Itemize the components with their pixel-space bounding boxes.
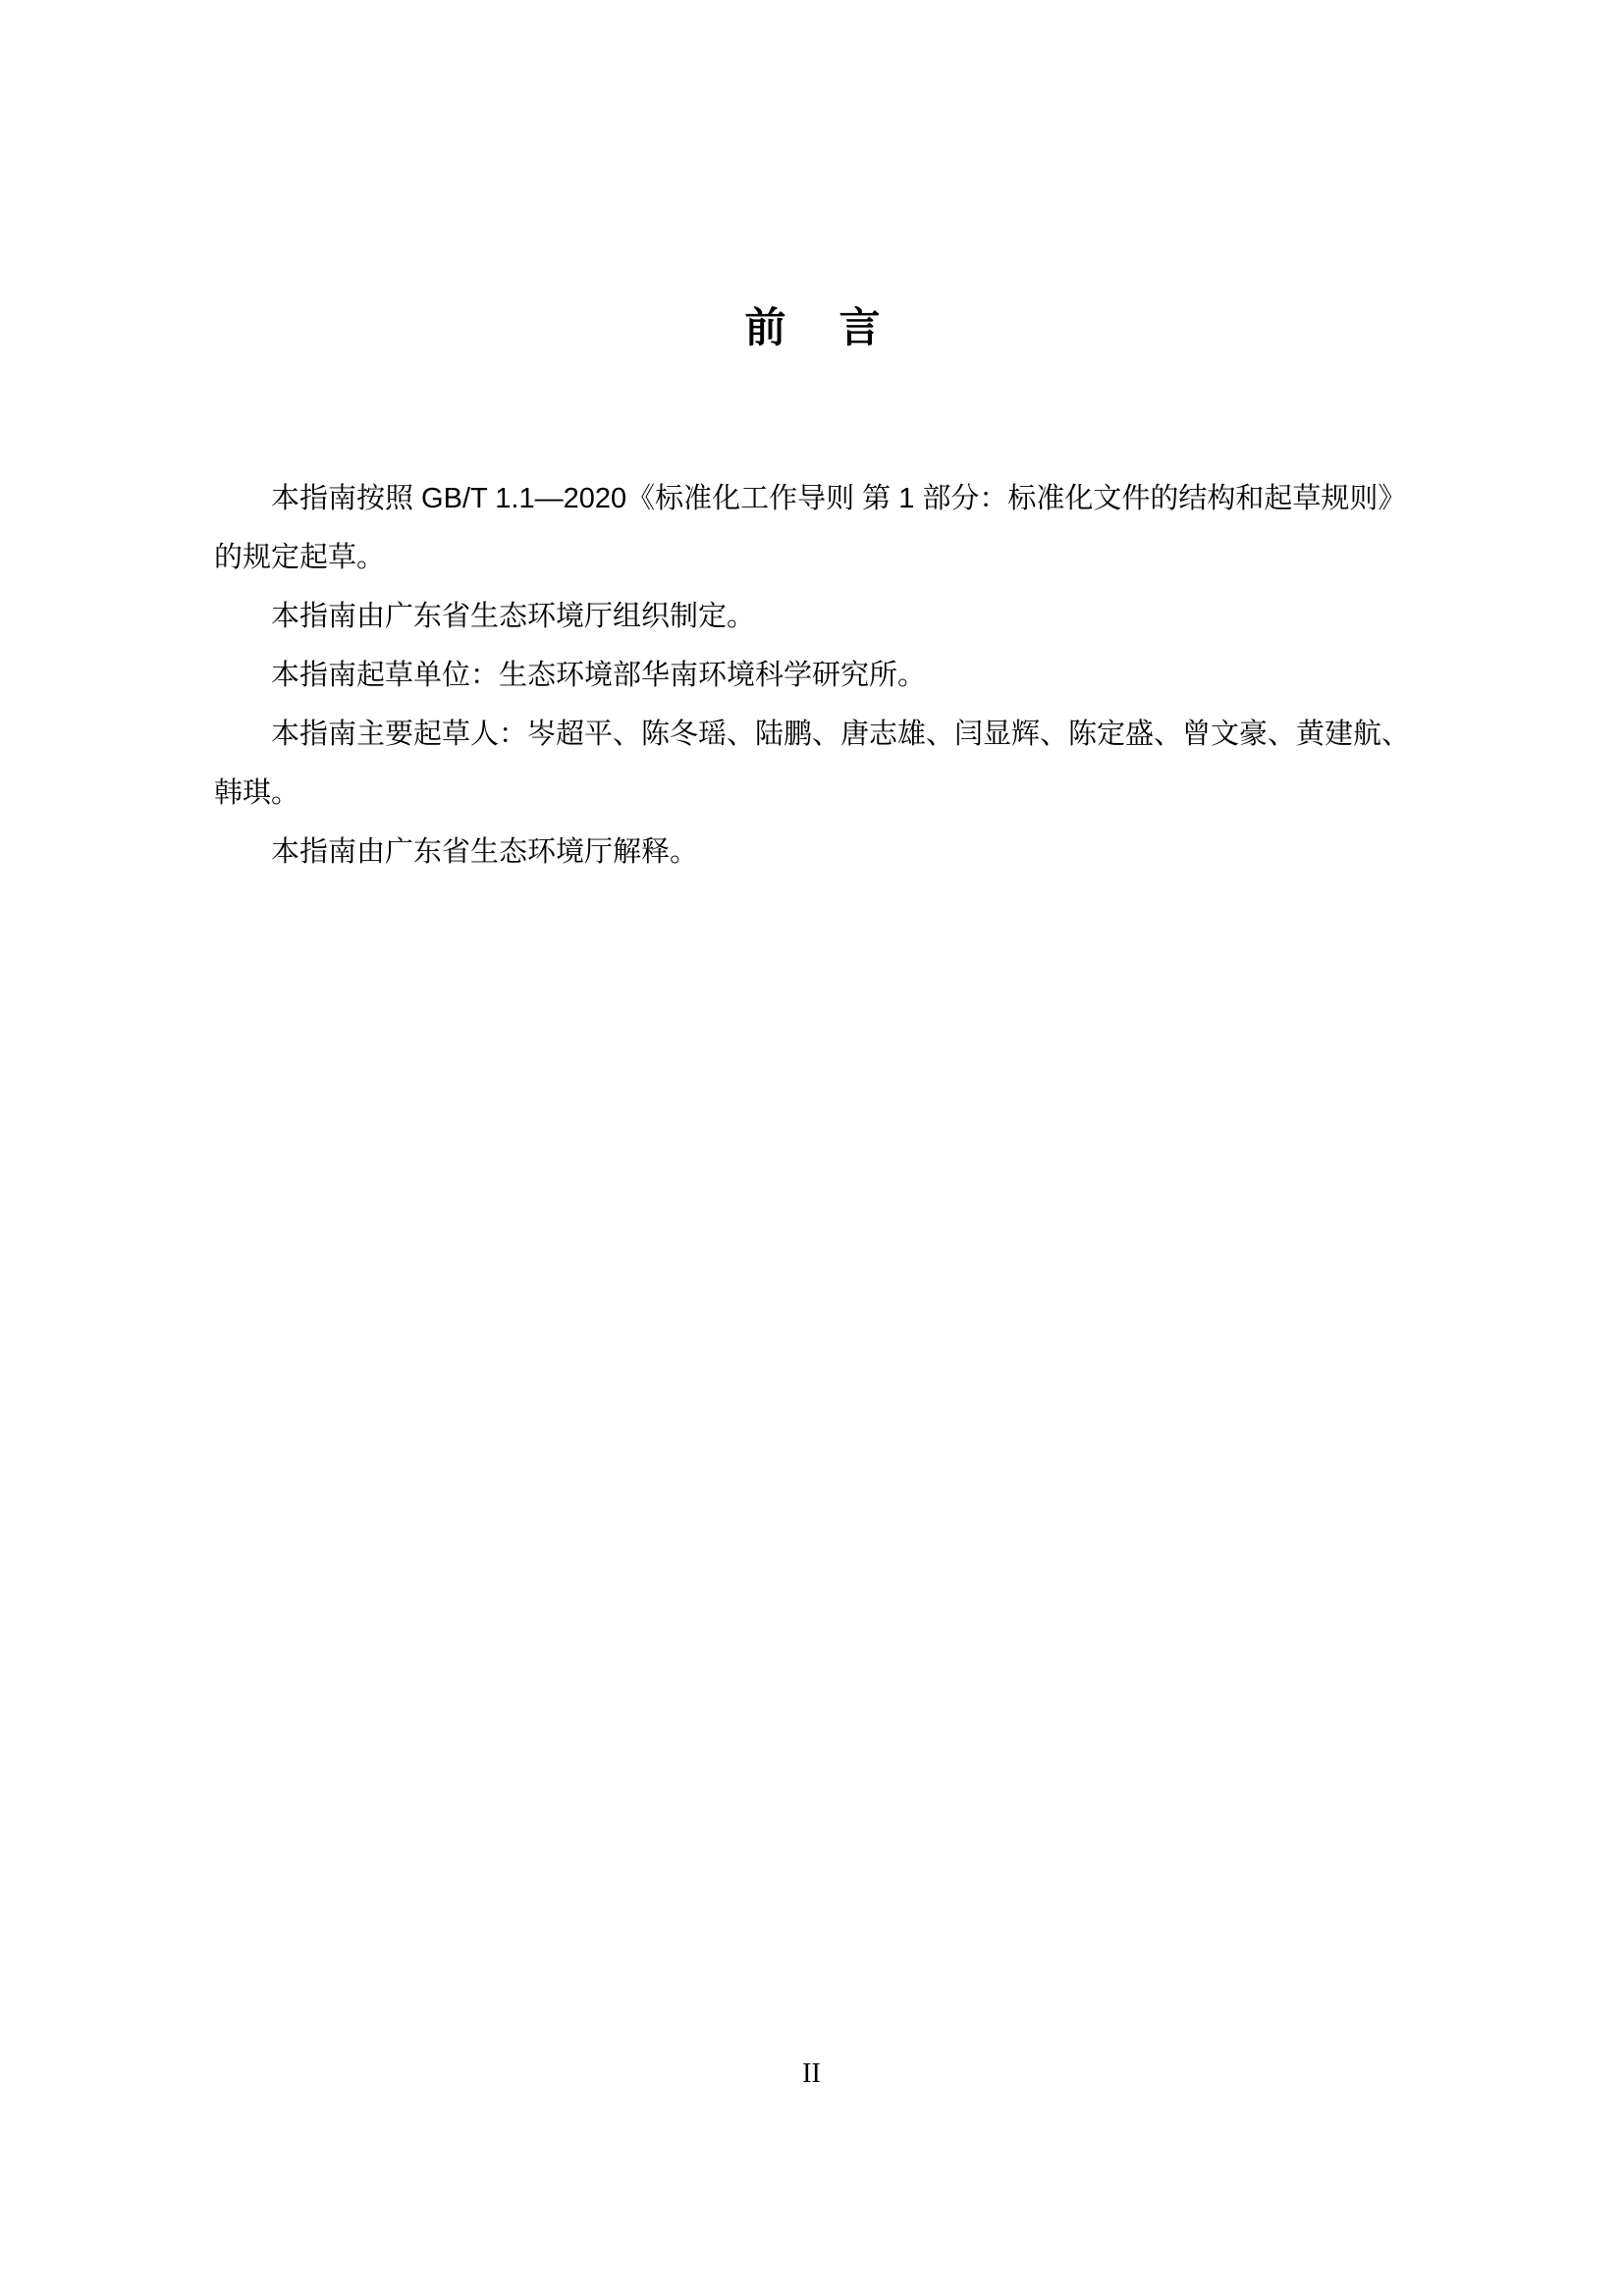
- paragraph-line: 本指南起草单位：生态环境部华南环境科学研究所。: [271, 660, 927, 691]
- paragraph-drafting-unit: [214, 646, 1417, 705]
- paragraph-line: 本指南主要起草人：岑超平、陈冬瑶、陆鹏、唐志雄、闫显辉、陈定盛、曾文豪、黄建航、: [271, 719, 1411, 750]
- body-text: [214, 469, 1417, 881]
- paragraph-interpretation: [214, 823, 1417, 881]
- page-title: 前 言: [744, 304, 887, 350]
- page-number: II: [802, 2058, 821, 2089]
- paragraph-organizer: [214, 587, 1417, 646]
- paragraph-line: 的规定起草。: [214, 542, 386, 573]
- paragraph-drafting-rules: [214, 469, 1417, 587]
- paragraph-line: 本指南由广东省生态环境厅组织制定。: [271, 601, 756, 632]
- paragraph-line: 韩琪。: [214, 777, 300, 809]
- paragraph-drafters: [214, 705, 1417, 823]
- paragraph-line: 本指南按照 GB/T 1.1—2020《标准化工作导则 第 1 部分：标准化文件的结构和起草规则》: [271, 483, 1407, 514]
- paragraph-line: 本指南由广东省生态环境厅解释。: [271, 836, 699, 868]
- page-content: [0, 0, 1623, 881]
